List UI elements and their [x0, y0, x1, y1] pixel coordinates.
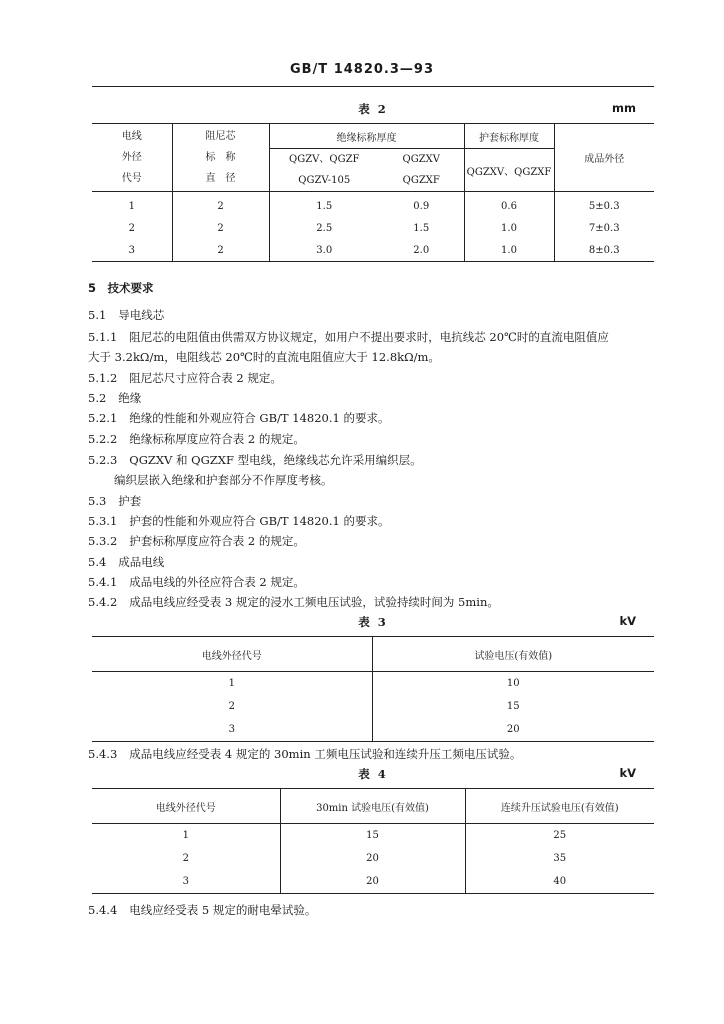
table-row: 3 20 40: [92, 870, 654, 894]
clause-line: 5.2.2 绝缘标称厚度应符合表 2 的规定。: [88, 432, 305, 446]
ins-sub-header-1: QGZV、QGZF QGZV-105: [269, 149, 379, 192]
table-3: [92, 636, 654, 742]
table-2: [92, 123, 654, 262]
table4-caption-row: [92, 766, 654, 784]
table-row: 1 10: [92, 672, 654, 696]
clause-line: 编织层嵌入绝缘和护套部分不作厚度考核。: [114, 473, 333, 487]
clause-line: 5.3 护套: [88, 494, 142, 508]
table-row: 2 15: [92, 695, 654, 718]
clause-line: 5.4 成品电线: [88, 555, 165, 569]
table4-unit: kV: [619, 766, 636, 780]
section-title: 5 技术要求: [88, 281, 154, 295]
page-header: GB/T 14820.3—93: [289, 62, 435, 77]
table4-caption: 表 4: [358, 767, 388, 781]
table-row: 3 20: [92, 718, 654, 742]
table-4: [92, 788, 654, 894]
table-row: 2 20 35: [92, 847, 654, 870]
table3-unit: kV: [619, 614, 636, 628]
table3-header-voltage: 试验电压(有效值): [372, 637, 654, 672]
clause-line: 5.4.3 成品电线应经受表 4 规定的 30min 工频电压试验和连续升压工频电压试验。: [88, 747, 522, 761]
clause-line: 5.2.3 QGZXV 和 QGZXF 型电线，绝缘线芯允许采用编织层。: [88, 453, 422, 467]
table2-unit: mm: [612, 101, 636, 115]
header-rule: [92, 86, 654, 87]
clause-line: 5.2.1 绝缘的性能和外观应符合 GB/T 14820.1 的要求。: [88, 411, 390, 425]
sheath-thickness-header: 护套标称厚度: [464, 124, 554, 149]
clause-line: 5.4.2 成品电线应经受表 3 规定的浸水工频电压试验，试验持续时间为 5min。: [88, 595, 499, 609]
table4-header-ramp: 连续升压试验电压(有效值): [465, 789, 654, 824]
ins-sub-header-2: QGZXV QGZXF: [379, 149, 464, 192]
clause-line: 5.4.4 电线应经受表 5 规定的耐电晕试验。: [88, 903, 317, 917]
table4-header-code: 电线外径代号: [92, 789, 280, 824]
table2-caption-row: [92, 101, 654, 119]
table2-caption: 表 2: [358, 102, 388, 116]
sheath-sub-header: QGZXV、QGZXF: [464, 149, 554, 192]
clause-line: 5.3.1 护套的性能和外观应符合 GB/T 14820.1 的要求。: [88, 514, 390, 528]
table3-header-code: 电线外径代号: [92, 637, 372, 672]
clause-line: 5.4.1 成品电线的外径应符合表 2 规定。: [88, 575, 305, 589]
table3-caption-row: [92, 614, 654, 632]
table4-header-30min: 30min 试验电压(有效值): [280, 789, 465, 824]
table3-caption: 表 3: [358, 615, 388, 629]
clause-line: 5.3.2 护套标称厚度应符合表 2 的规定。: [88, 534, 305, 548]
clause-line: 5.1.1 阻尼芯的电阻值由供需双方协议规定，如用户不提出要求时，电抗线芯 20℃时的直流电阻值应: [88, 330, 609, 344]
clause-line: 5.2 绝缘: [88, 391, 142, 405]
insulation-thickness-header: 绝缘标称厚度: [269, 124, 464, 149]
clause-line: 5.1.2 阻尼芯尺寸应符合表 2 规定。: [88, 371, 282, 385]
clause-line: 大于 3.2kΩ/m，电阻线芯 20℃时的直流电阻值应大于 12.8kΩ/m。: [88, 350, 440, 364]
table-row: 1 15 25: [92, 824, 654, 848]
finished-od-header: 成品外径: [554, 124, 654, 192]
clause-line: 5.1 导电线芯: [88, 308, 165, 322]
table-row: 1 2 1.5 0.9 0.6 5±0.3: [92, 192, 654, 218]
core-diameter-header: 阻尼芯 标 称 直 径: [172, 124, 269, 192]
wire-code-header: 电线 外径 代号: [92, 124, 172, 192]
table-row: 3 2 3.0 2.0 1.0 8±0.3: [92, 239, 654, 262]
table-row: 2 2 2.5 1.5 1.0 7±0.3: [92, 217, 654, 239]
